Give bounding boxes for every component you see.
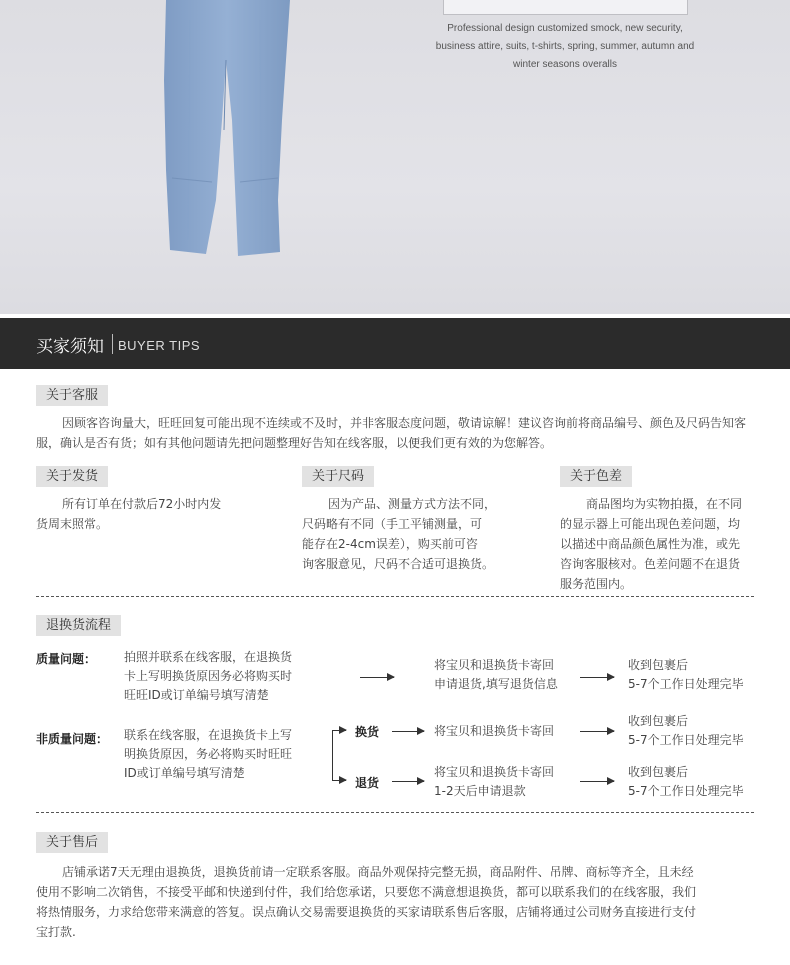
non-quality-step1 bbox=[124, 726, 319, 783]
non-quality-step1-line: 明换货原因，务必将购买时旺旺 bbox=[124, 747, 293, 761]
section-divider bbox=[36, 812, 754, 813]
tag-shipping: 关于发货 bbox=[36, 466, 108, 487]
refund-step-line: 1-2天后申请退款 bbox=[434, 784, 526, 798]
customer-service-text: 因顾客咨询量大，旺旺回复可能出现不连续或不及时，并非客服态度问题，敬请谅解！建议咨询前将商品编号、颜色及尺码告知客服，确认是否有货；如有其他问题请先把问题整理好告知在线客服，以便我们更有效的为您解答。 bbox=[36, 416, 747, 450]
exchange-result-line: 5-7个工作日处理完毕 bbox=[628, 733, 744, 747]
after-sales-text bbox=[36, 862, 761, 942]
quality-step1-line: 旺旺ID或订单编号填写清楚 bbox=[124, 688, 269, 702]
shipping-line: 所有订单在付款后72小时内发 bbox=[62, 497, 222, 511]
after-sales-line: 将热情服务，力求给您带来满意的答复。误点确认交易需要退换货的买家请联系售后客服，店铺将通过公司财务直接进行支付 bbox=[36, 905, 697, 919]
refund-label: 退货 bbox=[355, 776, 380, 790]
size-line: 能存在2-4cm误差），购买前可咨 bbox=[302, 537, 478, 551]
color-line: 的显示器上可能出现色差问题，均 bbox=[560, 517, 741, 531]
exchange-step-line: 将宝贝和退换货卡寄回 bbox=[434, 724, 555, 738]
color-line: 服务范围内。 bbox=[560, 577, 633, 591]
exchange-result bbox=[628, 712, 758, 750]
non-quality-step1-line: ID或订单编号填写清楚 bbox=[124, 766, 245, 780]
color-line: 咨询客服核对。色差问题不在退货 bbox=[560, 557, 741, 571]
after-sales-line: 宝打款. bbox=[36, 925, 76, 939]
after-sales-line: 店铺承诺7天无理由退换货，退换货前请一定联系客服。商品外观保持完整无损，商品附件、吊牌、商标等齐全，且未经 bbox=[62, 865, 694, 879]
tag-returns: 退换货流程 bbox=[36, 615, 121, 636]
refund-result-line: 5-7个工作日处理完毕 bbox=[628, 784, 744, 798]
quality-step3 bbox=[628, 656, 758, 694]
buyer-tips-header bbox=[0, 318, 790, 369]
tag-size: 关于尺码 bbox=[302, 466, 374, 487]
arrow-icon bbox=[392, 781, 424, 782]
quality-issue-label: 质量问题： bbox=[36, 652, 97, 666]
exchange-label: 换货 bbox=[355, 725, 380, 739]
tag-color: 关于色差 bbox=[560, 466, 632, 487]
quality-step3-line: 5-7个工作日处理完毕 bbox=[628, 677, 744, 691]
non-quality-step1-line: 联系在线客服，在退换货卡上写 bbox=[124, 728, 293, 742]
arrow-icon bbox=[580, 677, 614, 678]
tag-customer-service: 关于客服 bbox=[36, 385, 108, 406]
header-divider bbox=[112, 334, 113, 354]
product-description bbox=[420, 20, 710, 74]
refund-result-line: 收到包裹后 bbox=[628, 765, 689, 779]
bracket-bottom-line bbox=[332, 780, 346, 781]
description-line: Professional design customized smock, new security, bbox=[447, 23, 683, 34]
exchange-result-line: 收到包裹后 bbox=[628, 714, 689, 728]
quality-step1-line: 卡上写明换货原因务必将购买时 bbox=[124, 669, 293, 683]
quality-step2-line: 申请退货,填写退货信息 bbox=[434, 677, 558, 691]
refund-step bbox=[434, 763, 584, 801]
bracket-top-line bbox=[332, 730, 346, 731]
product-photo bbox=[0, 0, 790, 314]
refund-step-line: 将宝贝和退换货卡寄回 bbox=[434, 765, 555, 779]
size-line: 询客服意见，尺码不合适可退换货。 bbox=[302, 557, 495, 571]
size-line: 因为产品、测量方式方法不同， bbox=[328, 497, 497, 511]
quality-step1-line: 拍照并联系在线客服，在退换货 bbox=[124, 650, 293, 664]
size-line: 尺码略有不同（手工平铺测量，可 bbox=[302, 517, 483, 531]
arrow-icon bbox=[580, 781, 614, 782]
arrow-icon bbox=[392, 731, 424, 732]
quality-step3-line: 收到包裹后 bbox=[628, 658, 689, 672]
color-line: 商品图均为实物拍摄，在不同 bbox=[586, 497, 743, 511]
description-line: business attire, suits, t-shirts, spring, summer, autumn and bbox=[435, 41, 695, 52]
shipping-line: 货周末照常。 bbox=[36, 517, 109, 531]
arrow-icon bbox=[360, 677, 394, 678]
work-pants-image bbox=[160, 0, 295, 258]
color-line: 以描述中商品颜色属性为准，或先 bbox=[560, 537, 741, 551]
label-card bbox=[443, 0, 688, 15]
branch-bracket bbox=[332, 730, 333, 780]
after-sales-line: 使用不影响二次销售，不接受平邮和快递到付件，我们给您承诺，只要您不满意想退换货，都可以联系我们的在线客服，我们 bbox=[36, 885, 697, 899]
quality-step2 bbox=[434, 656, 584, 694]
shipping-text bbox=[36, 494, 251, 534]
color-text bbox=[560, 494, 760, 594]
quality-step1 bbox=[124, 648, 319, 705]
exchange-step bbox=[434, 722, 584, 741]
header-title-cn: 买家须知 bbox=[36, 337, 104, 357]
tag-after-sales: 关于售后 bbox=[36, 832, 108, 853]
refund-result bbox=[628, 763, 758, 801]
section-divider bbox=[36, 596, 754, 597]
non-quality-issue-label: 非质量问题： bbox=[36, 732, 109, 746]
description-line: winter seasons overalls bbox=[513, 59, 617, 70]
arrow-icon bbox=[580, 731, 614, 732]
size-text bbox=[302, 494, 517, 574]
quality-step2-line: 将宝贝和退换货卡寄回 bbox=[434, 658, 555, 672]
header-title-en: BUYER TIPS bbox=[118, 338, 201, 353]
